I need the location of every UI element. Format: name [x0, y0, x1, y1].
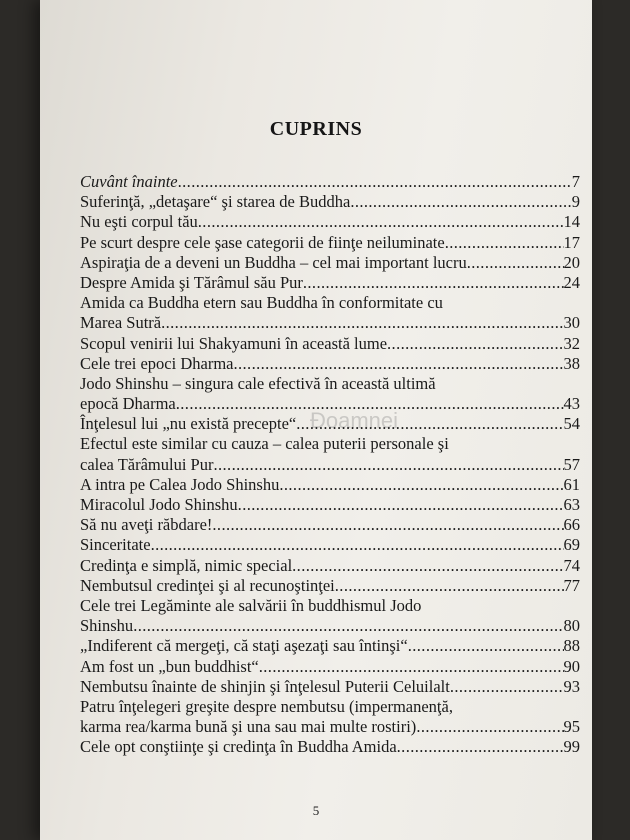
toc-entry-page: 74	[563, 555, 580, 575]
toc-entry	[80, 576, 580, 596]
toc-entry-title: Cele trei Legăminte ale salvării în buddhismul Jodo	[80, 595, 422, 615]
toc-entry-line	[80, 293, 580, 313]
toc-entry-title: Jodo Shinshu – singura cale efectivă în această ultimă	[80, 373, 436, 393]
toc-entry-title: Cele trei epoci Dharma	[80, 353, 234, 373]
toc-entry-title: Aspiraţia de a deveni un Buddha – cel mai important lucru	[80, 252, 467, 272]
toc-entry	[80, 737, 580, 757]
toc-entry-page: 17	[563, 232, 580, 252]
toc-entry-page: 69	[563, 535, 580, 555]
toc-entry-title: Suferinţă, „detaşare“ şi starea de Buddha	[80, 192, 351, 212]
toc-entry	[80, 212, 580, 232]
toc-entry	[80, 172, 580, 192]
toc-entry-page: 38	[563, 353, 580, 373]
toc-entry-title: Nu eşti corpul tău	[80, 212, 198, 232]
dot-leader	[303, 273, 564, 293]
table-of-contents	[80, 172, 580, 757]
toc-entry-title: calea Tărâmului Pur	[80, 454, 214, 474]
toc-entry	[80, 495, 580, 515]
dot-leader	[259, 657, 564, 677]
toc-entry	[80, 677, 580, 697]
toc-entry-line	[80, 313, 580, 333]
toc-entry-title: Cuvânt înainte	[80, 172, 178, 191]
dot-leader	[296, 414, 563, 434]
dot-leader	[350, 192, 571, 212]
toc-entry-page: 90	[563, 656, 580, 676]
toc-entry-title: Scopul venirii lui Shakyamuni în această lume	[80, 333, 388, 353]
toc-entry-line	[80, 616, 580, 636]
toc-entry	[80, 515, 580, 535]
toc-entry	[80, 233, 580, 253]
toc-entry-line	[80, 192, 580, 212]
toc-entry-title: Nembutsul credinţei şi al recunoştinţei	[80, 575, 335, 595]
toc-entry-line	[80, 455, 580, 475]
toc-entry-title: Despre Amida şi Tărâmul său Pur	[80, 272, 303, 292]
toc-entry-page: 66	[563, 515, 580, 535]
toc-entry	[80, 556, 580, 576]
toc-entry-title: Efectul este similar cu cauza – calea puterii personale şi	[80, 434, 449, 454]
toc-entry-page: 24	[563, 272, 580, 292]
toc-entry-line	[80, 515, 580, 535]
toc-entry	[80, 657, 580, 677]
toc-entry-line	[80, 636, 580, 656]
dot-leader	[176, 394, 564, 414]
toc-entry	[80, 253, 580, 273]
toc-entry-page: 20	[563, 252, 580, 272]
dot-leader	[212, 515, 563, 535]
toc-entry-title: Cele opt conştiinţe şi credinţa în Buddha Amida	[80, 737, 397, 757]
toc-entry-line	[80, 697, 580, 717]
toc-entry-title: Pe scurt despre cele şase categorii de fiinţe neiluminate	[80, 232, 445, 252]
toc-entry-title: Miracolul Jodo Shinshu	[80, 495, 238, 514]
dot-leader	[213, 455, 563, 475]
toc-entry	[80, 273, 580, 293]
toc-entry-page: 95	[563, 717, 580, 737]
toc-entry-page: 32	[563, 333, 580, 353]
dot-leader	[198, 212, 564, 232]
toc-entry-page: 77	[563, 575, 580, 595]
dot-leader	[397, 737, 564, 757]
toc-entry-line	[80, 253, 580, 273]
toc-entry	[80, 414, 580, 434]
toc-entry-page: 63	[563, 495, 580, 514]
toc-entry-line	[80, 535, 580, 555]
toc-entry	[80, 334, 580, 354]
toc-entry-title: Shinshu	[80, 616, 134, 636]
dot-leader	[238, 495, 564, 515]
toc-entry	[80, 636, 580, 656]
toc-entry-title: Sinceritate	[80, 535, 151, 555]
dot-leader	[450, 677, 564, 697]
toc-entry-page: 99	[563, 737, 580, 757]
dot-leader	[335, 576, 564, 596]
page-title: CUPRINS	[269, 118, 363, 140]
toc-entry-line	[80, 717, 580, 737]
dot-leader	[151, 535, 564, 555]
toc-entry-title: Marea Sutră	[80, 313, 162, 333]
toc-entry-title: Să nu aveţi răbdare!	[80, 515, 213, 535]
dot-leader	[467, 253, 564, 273]
toc-entry-page: 9	[571, 192, 580, 212]
toc-entry	[80, 293, 580, 333]
toc-entry-title: Înţelesul lui „nu există precepte“	[80, 414, 297, 434]
toc-entry-line	[80, 212, 580, 232]
toc-entry-title: Am fost un „bun buddhist“	[80, 656, 259, 676]
toc-entry-line	[80, 394, 580, 414]
dot-leader	[387, 334, 563, 354]
toc-entry-title: karma rea/karma bună şi una sau mai multe rostiri)	[80, 717, 417, 737]
toc-entry-line	[80, 737, 580, 757]
dot-leader	[416, 717, 563, 737]
toc-entry	[80, 535, 580, 555]
watermark-logo: Đoamnei	[310, 408, 399, 433]
toc-entry-line	[80, 434, 580, 454]
toc-entry-page: 54	[563, 414, 580, 434]
dot-leader	[178, 172, 572, 192]
toc-entry-page: 80	[563, 616, 580, 636]
toc-entry-title: Amida ca Buddha etern sau Buddha în conformitate cu	[80, 293, 443, 313]
toc-entry-page: 93	[563, 676, 580, 696]
toc-entry-page: 57	[563, 454, 580, 474]
toc-entry-page: 7	[571, 172, 580, 191]
toc-entry-page: 88	[563, 636, 580, 656]
toc-entry-title: epocă Dharma	[80, 394, 176, 414]
dot-leader	[161, 313, 563, 333]
toc-entry-title: Patru înţelegeri greşite despre nembutsu (impermanenţă,	[80, 696, 453, 716]
dot-leader	[445, 233, 564, 253]
toc-entry	[80, 475, 580, 495]
toc-entry-line	[80, 233, 580, 253]
dot-leader	[408, 636, 564, 656]
toc-entry-page: 61	[563, 474, 580, 494]
toc-entry	[80, 354, 580, 374]
toc-entry-page: 30	[563, 313, 580, 333]
toc-entry	[80, 434, 580, 474]
toc-entry-line	[80, 273, 580, 293]
toc-entry-line	[80, 657, 580, 677]
toc-entry-title: Credinţa e simplă, nimic special	[80, 555, 293, 575]
toc-entry-title: A intra pe Calea Jodo Shinshu	[80, 474, 280, 494]
toc-entry-line	[80, 414, 580, 434]
dot-leader	[279, 475, 563, 495]
toc-entry	[80, 374, 580, 414]
toc-entry-line	[80, 172, 580, 192]
dot-leader	[133, 616, 563, 636]
toc-entry-title: Nembutsu înainte de shinjin şi înţelesul Puterii Celuilalt	[80, 676, 450, 696]
toc-entry-line	[80, 576, 580, 596]
toc-entry-page: 14	[563, 212, 580, 232]
toc-entry-line	[80, 495, 580, 515]
toc-entry-page: 43	[563, 394, 580, 414]
toc-entry-line	[80, 334, 580, 354]
toc-entry-line	[80, 354, 580, 374]
toc-entry-line	[80, 475, 580, 495]
toc-entry	[80, 596, 580, 636]
dot-leader	[233, 354, 563, 374]
toc-entry-title: „Indiferent că mergeţi, că staţi aşezaţi sau întinşi“	[80, 636, 408, 656]
book-page	[40, 0, 592, 840]
dot-leader	[292, 556, 563, 576]
page-number: 5	[312, 803, 320, 818]
toc-entry-line	[80, 556, 580, 576]
toc-entry	[80, 697, 580, 737]
toc-entry-line	[80, 596, 580, 616]
toc-entry-line	[80, 374, 580, 394]
toc-entry	[80, 192, 580, 212]
toc-entry-line	[80, 677, 580, 697]
